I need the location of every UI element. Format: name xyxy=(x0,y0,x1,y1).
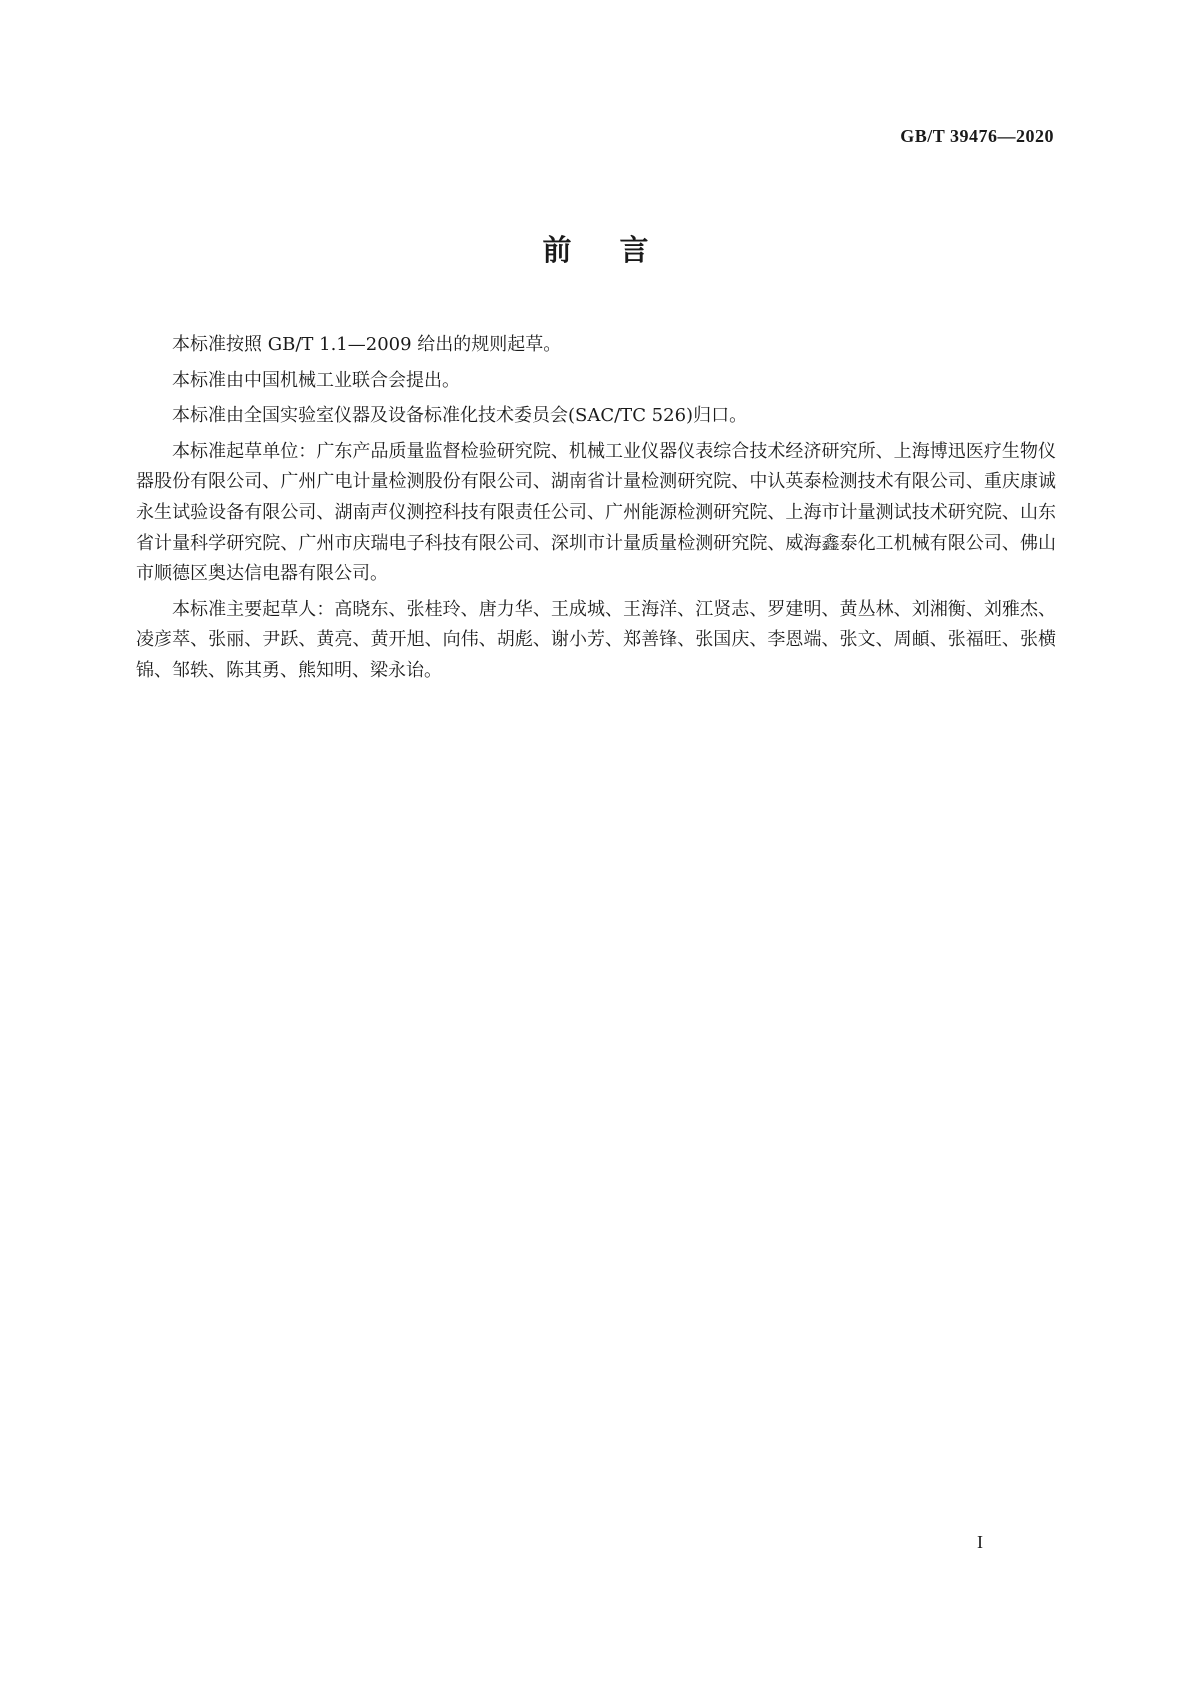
page-number: I xyxy=(977,1532,983,1552)
paragraph-proposer: 本标准由中国机械工业联合会提出。 xyxy=(172,369,460,391)
paragraph-administrator: 本标准由全国实验室仪器及设备标准化技术委员会(SAC/TC 526)归口。 xyxy=(172,405,748,427)
paragraph-drafting-units: 本标准起草单位：广东产品质量监督检验研究院、机械工业仪器仪表综合技术经济研究所、上海博迅医疗生物仪器股份有限公司、广州广电计量检测股份有限公司、湖南省计量检测研究院、中认英泰检测技术有限公司、重庆康诚永生试验设备有限公司、湖南声仪测控科技有限责任公司、广州能源检测研究院、上海市计量测试技术研究院、山东省计量科学研究院、广州市庆瑞电子科技有限公司、深圳市计量质量检测研究院、威海鑫泰化工机械有限公司、佛山市顺德区奥达信电器有限公司。 xyxy=(136,440,1056,585)
paragraph-drafting-rules: 本标准按照 GB/T 1.1—2009 给出的规则起草。 xyxy=(172,334,562,355)
standard-number: GB/T 39476—2020 xyxy=(900,126,1054,146)
page-title: 前言 xyxy=(542,233,697,267)
foreword-body xyxy=(136,330,1056,692)
paragraph-drafters: 本标准主要起草人：高晓东、张桂玲、唐力华、王成城、王海洋、江贤志、罗建明、黄丛林、刘湘衡、刘雅杰、凌彦萃、张丽、尹跃、黄亮、黄开旭、向伟、胡彪、谢小芳、郑善锋、张国庆、李恩端、张文、周頔、张福旺、张横锦、邹轶、陈其勇、熊知明、梁永诒。 xyxy=(136,598,1056,681)
